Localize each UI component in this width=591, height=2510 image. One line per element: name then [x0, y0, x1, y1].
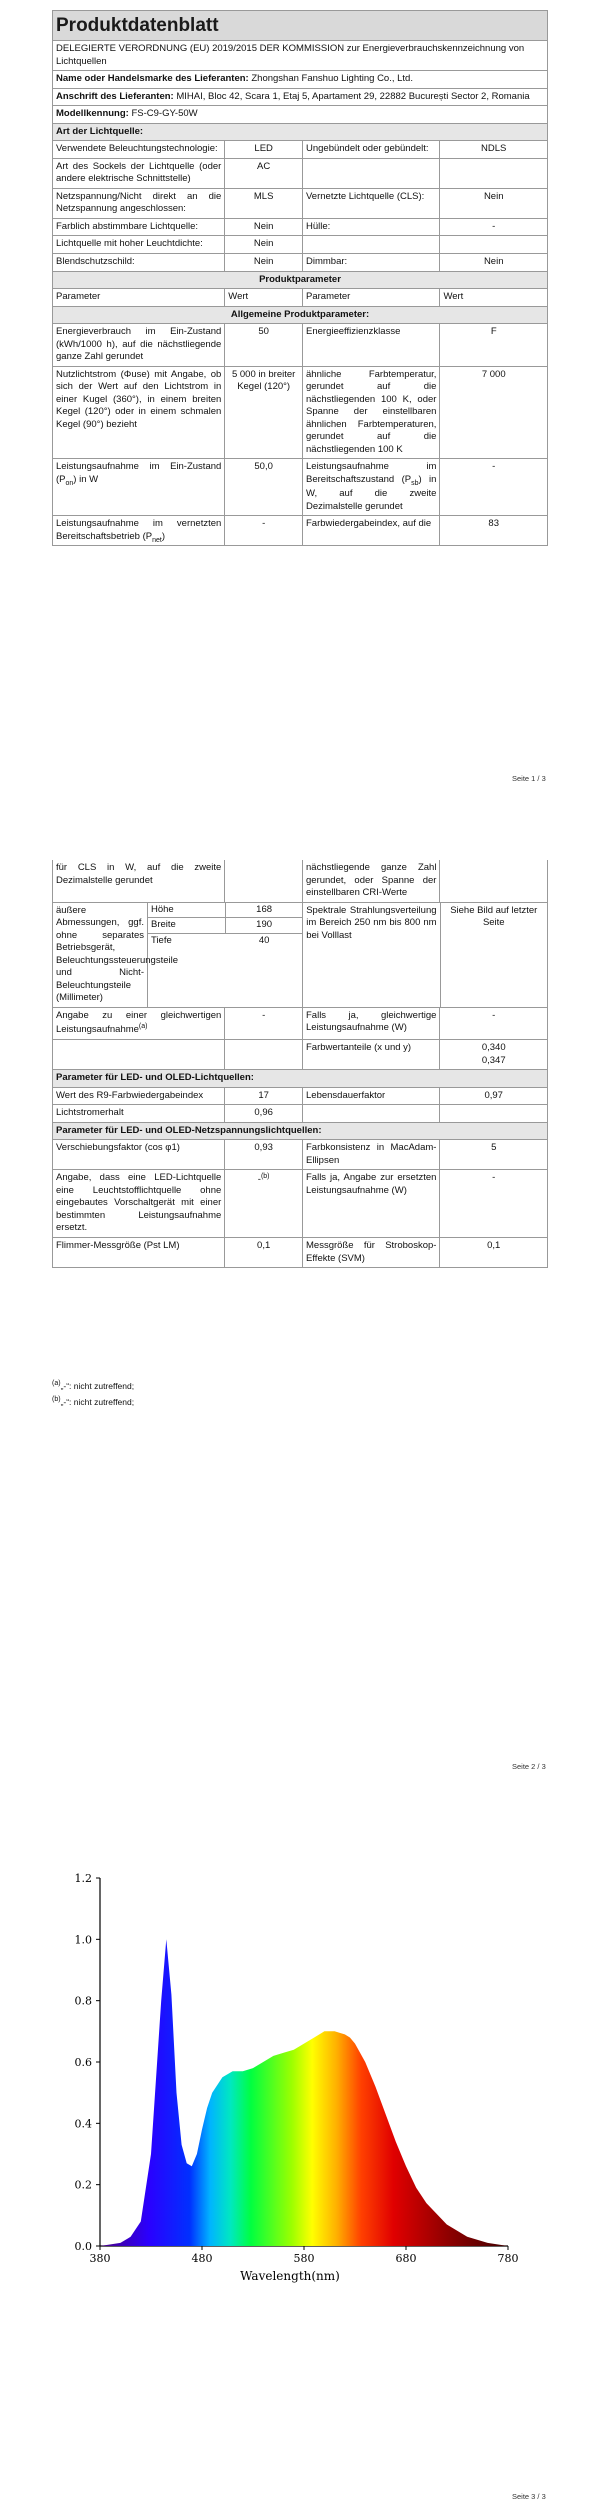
dim-height-label: Höhe: [148, 903, 226, 918]
cri-label: Farbwiedergabeindex, auf die: [303, 516, 440, 545]
x-tick-label: 580: [293, 2252, 315, 2265]
dim-height-value: 168: [256, 903, 273, 915]
dim-depth-label: Tiefe: [151, 934, 172, 946]
directional-label: Ungebündelt oder gebündelt:: [303, 141, 440, 158]
on-mode-power-label: Leistungsaufnahme im Ein-Zustand $(P_{on})$ in W: [53, 459, 225, 515]
directional-value: NDLS: [481, 143, 507, 155]
page-3-footer: Seite 3 / 3: [512, 2492, 546, 2501]
luminous-flux-label: Nutzlichtstrom (Φuse) mit Angabe, ob sich der Wert auf den Lichtstrom in einer Kugel (360°), in einem breiten Kegel (120°) oder in einem schmalen Kegel (90°) bezieht: [53, 367, 225, 459]
color-consistency-value: 5: [491, 1142, 497, 1154]
envelope-label: Hülle:: [303, 219, 440, 236]
replaced-power-value: -: [492, 1172, 496, 1184]
power-factor-label: Verschiebungsfaktor (cos φ1): [53, 1140, 225, 1169]
anti-glare-value: Nein: [225, 254, 303, 271]
spectrum-chart: [0, 1840, 591, 2300]
page-3: [0, 1840, 591, 2510]
replaced-power-label: Falls ja, Angabe zur ersetzten Leistungsaufnahme (W): [303, 1170, 440, 1237]
y-tick-label: 0.4: [74, 2117, 92, 2131]
general-params-header: Allgemeine Produktparameter:: [230, 308, 370, 320]
dim-depth-value: 40: [258, 934, 270, 946]
page-title: Produktdatenblatt: [53, 11, 547, 40]
page-1: [0, 0, 591, 783]
mains-label: Netzspannung/Nicht direkt an die Netzspannung angeschlossen:: [53, 189, 225, 218]
standby-power-label: Leistungsaufnahme im Bereitschaftszustand $(P_{sb})$ in W, auf die zweite Dezimalstelle gerundet: [303, 459, 440, 515]
cap-type-value: AC: [225, 159, 303, 188]
dimensions-table: [148, 903, 303, 1007]
dim-width-label: Breite: [148, 918, 226, 933]
light-type-header: Art der Lichtquelle:: [56, 125, 144, 137]
spectral-value: Siehe Bild auf letzter Seite: [450, 904, 538, 929]
high-luminance-value: Nein: [225, 236, 303, 253]
svm-label: Messgröße für Stroboskop-Effekte (SVM): [303, 1238, 440, 1267]
led-params-header: Parameter für LED- und OLED-Lichtquellen:: [56, 1072, 254, 1084]
supplier-name-label: Name oder Handelsmarke des Lieferanten:: [56, 73, 249, 85]
mains-params-header: Parameter für LED- und OLED-Netzspannungslichtquellen:: [56, 1124, 322, 1136]
on-mode-power-value: 50,0: [225, 459, 303, 515]
cap-type-label: Art des Sockels der Lichtquelle (oder andere elektrische Schnittstelle): [53, 159, 225, 188]
energy-class-value: F: [490, 326, 497, 338]
note-b: $^{(b)}$„-“: nicht zutreffend;: [52, 1396, 135, 1407]
y-tick-label: 0.8: [74, 1994, 92, 2008]
cont-cri: nächstliegende ganze Zahl gerundet, oder Spanne der einstellbaren CRI-Werte: [303, 860, 440, 902]
col-param-1: Parameter: [53, 289, 225, 306]
high-luminance-label: Lichtquelle mit hoher Leuchtdichte:: [53, 236, 225, 253]
net-standby-value: -: [225, 516, 303, 545]
chromaticity-value: 0,340 0,347: [481, 1042, 506, 1066]
tunable-label: Farblich abstimmbare Lichtquelle:: [53, 219, 225, 236]
datasheet-table-2: [52, 860, 548, 1268]
fluorescent-replacement-label: Angabe, dass eine LED-Lichtquelle eine Leuchtstofflichtquelle ohne eingebautes Vorschaltgerät mit einer bestimmten Leistungsaufnahme ersetzt.: [53, 1170, 225, 1237]
dimmable-label: Dimmbar:: [303, 254, 440, 271]
flicker-value: 0,1: [225, 1238, 303, 1267]
cct-label: ähnliche Farbtemperatur, gerundet auf die nächstliegenden 100 K, oder Spanne der einstellbaren ähnlichen Farbtemperaturen, gerundet auf die nächstliegenden 100 K: [303, 367, 440, 459]
anti-glare-label: Blendschutzschild:: [53, 254, 225, 271]
r9-label: Wert des R9-Farbwiedergabeindex: [53, 1088, 225, 1105]
datasheet-table-1: [52, 10, 548, 546]
net-standby-label: Leistungsaufnahme im vernetzten Bereitschaftsbetrieb $(P_{net})$: [53, 516, 225, 545]
address-label: Anschrift des Lieferanten:: [56, 90, 174, 102]
spectrum-area: [100, 1939, 508, 2246]
mains-value: MLS: [225, 189, 303, 218]
cri-value: 83: [488, 518, 499, 530]
equiv-power-watt-label: Falls ja, gleichwertige Leistungsaufnahme (W): [303, 1008, 440, 1039]
equiv-power-watt-value: -: [492, 1009, 496, 1021]
product-params-header: Produktparameter: [259, 273, 341, 285]
x-tick-label: 780: [497, 2252, 519, 2265]
x-axis-label: Wavelength(nm): [240, 2269, 340, 2283]
equiv-power-value: -: [225, 1008, 303, 1039]
svm-value: 0,1: [487, 1239, 501, 1251]
cls-label: Vernetzte Lichtquelle (CLS):: [303, 189, 440, 218]
col-value-1: Wert: [225, 289, 303, 306]
standby-power-value: -: [492, 461, 496, 473]
dimmable-value: Nein: [483, 255, 504, 267]
dim-width-value: 190: [256, 919, 273, 931]
x-tick-label: 480: [191, 2252, 213, 2265]
tunable-value: Nein: [225, 219, 303, 236]
r9-value: 17: [225, 1088, 303, 1105]
y-tick-label: 0.2: [74, 2178, 92, 2192]
col-param-2: Parameter: [303, 289, 440, 306]
energy-consumption-label: Energieverbrauch im Ein-Zustand (kWh/1000 h), auf die nächstliegende ganze Zahl gerundet: [53, 324, 225, 366]
cont-net-standby: für CLS in W, auf die zweite Dezimalstelle gerundet: [53, 860, 225, 902]
y-tick-label: 0.0: [74, 2240, 92, 2253]
lumen-maintenance-value: 0,96: [225, 1105, 303, 1122]
energy-class-label: Energieeffizienzklasse: [303, 324, 440, 366]
lumen-maintenance-label: Lichtstromerhalt: [53, 1105, 225, 1122]
tech-label: Verwendete Beleuchtungstechnologie:: [53, 141, 225, 158]
note-a: $^{(a)}$„-“: nicht zutreffend;: [52, 1380, 135, 1391]
model-id: FS-C9-GY-50W: [131, 108, 198, 120]
survival-label: Lebensdauerfaktor: [303, 1088, 440, 1105]
page-1-footer: Seite 1 / 3: [512, 774, 546, 783]
model-label: Modellkennung:: [56, 108, 129, 120]
color-consistency-label: Farbkonsistenz in MacAdam-Ellipsen: [303, 1140, 440, 1169]
page-2-footer: Seite 2 / 3: [512, 1762, 546, 1771]
dimensions-label: äußere Abmessungen, ggf. ohne separates Betriebsgerät, Beleuchtungssteuerungsteile und Nicht-Beleuchtungsteile (Millimeter): [53, 903, 148, 1007]
regulation-text: DELEGIERTE VERORDNUNG (EU) 2019/2015 DER KOMMISSION zur Energieverbrauchskennzeichnung von Lichtquellen: [56, 43, 525, 67]
fluorescent-replacement-value: -$^{(b)}$: [225, 1170, 303, 1237]
luminous-flux-value: 5 000 in breiter Kegel (120°): [225, 367, 303, 459]
cct-value: 7 000: [481, 368, 506, 380]
envelope-value: -: [492, 220, 496, 232]
power-factor-value: 0,93: [225, 1140, 303, 1169]
spectral-label: Spektrale Strahlungsverteilung im Bereich 250 nm bis 800 nm bei Volllast: [303, 903, 440, 1007]
cls-value: Nein: [483, 190, 504, 202]
page-2: [0, 860, 591, 1771]
y-tick-label: 1.0: [74, 1933, 92, 1947]
chromaticity-label: Farbwertanteile (x und y): [303, 1040, 440, 1069]
x-tick-label: 680: [395, 2252, 417, 2265]
col-value-2: Wert: [443, 291, 464, 303]
energy-consumption-value: 50: [225, 324, 303, 366]
survival-value: 0,97: [484, 1089, 503, 1101]
y-tick-label: 1.2: [74, 1872, 92, 1885]
supplier-name: Zhongshan Fanshuo Lighting Co., Ltd.: [251, 73, 413, 85]
y-tick-label: 0.6: [74, 2056, 92, 2069]
supplier-address: MIHAI, Bloc 42, Scara 1, Etaj 5, Apartament 29, 22882 București Sector 2, Romania: [176, 90, 530, 102]
equiv-power-label: Angabe zu einer gleichwertigen Leistungsaufnahme$^{(a)}$: [53, 1008, 225, 1039]
flicker-label: Flimmer-Messgröße (Pst LM): [53, 1238, 225, 1267]
x-tick-label: 380: [89, 2252, 111, 2265]
tech-value: LED: [225, 141, 303, 158]
